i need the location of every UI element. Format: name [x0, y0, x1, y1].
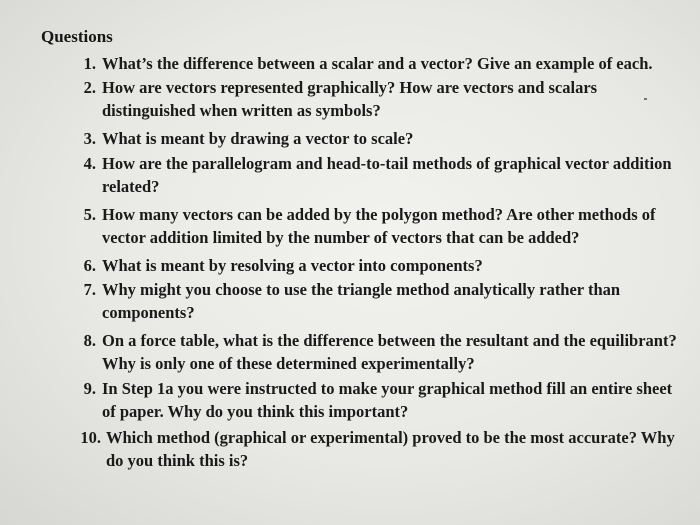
question-item-9 — [76, 378, 672, 423]
question-text-line: Which method (graphical or experimental) proved to be the most accurate? Why — [106, 428, 675, 447]
question-number: 3. — [83, 129, 96, 148]
question-text-line: vector addition limited by the number of vectors that can be added? — [102, 227, 580, 247]
question-text-line: of paper. Why do you think this important? — [102, 401, 409, 421]
question-item-10 — [76, 427, 675, 472]
question-text-line: What is meant by resolving a vector into components? — [102, 256, 483, 275]
question-text-line: What’s the difference between a scalar and a vector? Give an example of each. — [102, 54, 653, 73]
question-text-line: In Step 1a you were instructed to make your graphical method fill an entire sheet — [102, 379, 673, 398]
question-text-line: distinguished when written as symbols? — [102, 100, 381, 120]
question-item-8 — [76, 330, 677, 375]
question-item-4 — [76, 153, 672, 198]
question-number: 6. — [83, 256, 96, 275]
question-number: 1. — [83, 54, 96, 73]
question-number: 5. — [83, 205, 96, 224]
question-item-5 — [76, 204, 656, 249]
question-number: 2. — [83, 78, 96, 97]
question-item-2 — [76, 77, 597, 122]
question-text-line: How many vectors can be added by the polygon method? Are other methods of — [102, 205, 656, 224]
question-text-line: related? — [102, 176, 160, 196]
questions-heading: Questions — [41, 27, 113, 46]
question-item-7 — [76, 279, 620, 324]
question-text-line: do you think this is? — [106, 450, 249, 470]
question-text-line: components? — [102, 302, 195, 322]
question-text-line: What is meant by drawing a vector to scale? — [102, 129, 414, 148]
question-text-line: Why is only one of these determined experimentally? — [102, 353, 475, 373]
question-item-3 — [76, 128, 413, 151]
question-number: 10. — [80, 428, 101, 447]
paper-speck — [644, 98, 647, 100]
question-item-1 — [76, 53, 653, 76]
question-number: 8. — [83, 331, 96, 350]
question-number: 9. — [83, 379, 96, 398]
question-item-6 — [76, 255, 483, 278]
question-text-line: How are the parallelogram and head-to-tail methods of graphical vector addition — [102, 154, 672, 173]
question-text-line: How are vectors represented graphically? How are vectors and scalars — [102, 78, 598, 97]
question-number: 4. — [83, 154, 96, 173]
question-text-line: Why might you choose to use the triangle method analytically rather than — [102, 280, 621, 299]
question-text-line: On a force table, what is the difference between the resultant and the equilibrant? — [102, 331, 677, 350]
question-number: 7. — [83, 280, 96, 299]
